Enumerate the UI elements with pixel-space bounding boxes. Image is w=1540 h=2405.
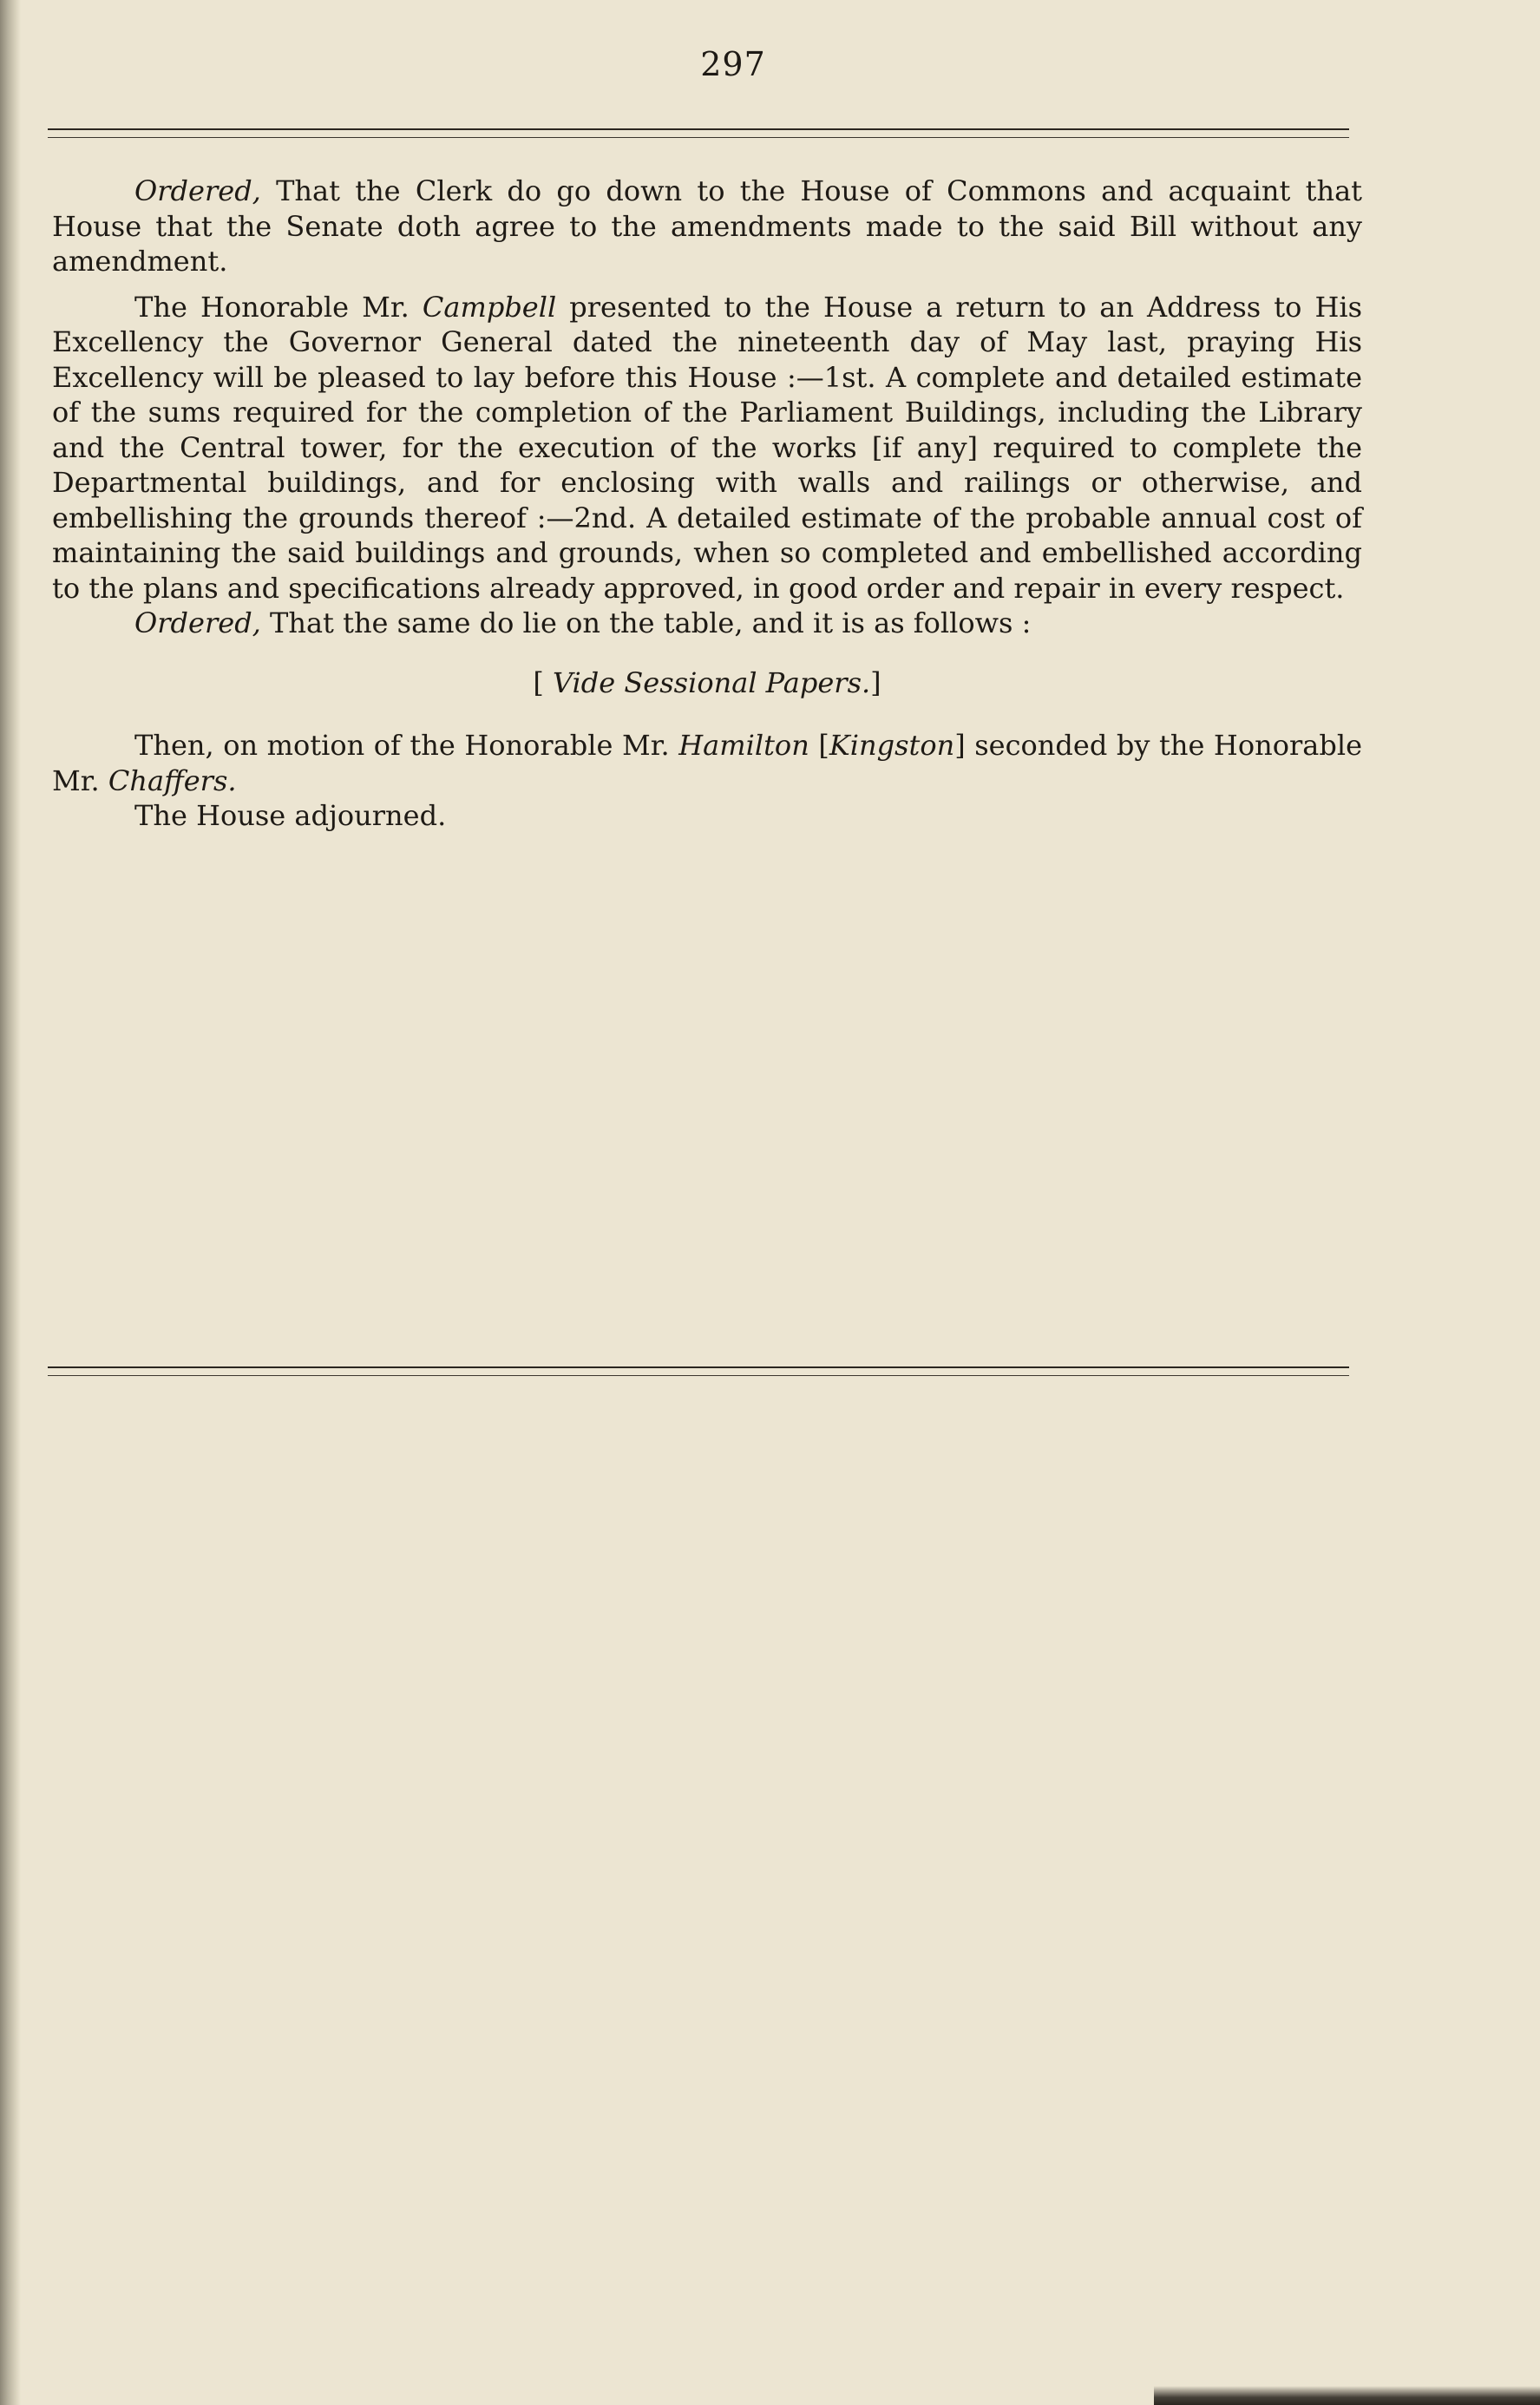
paragraph-text: presented to the House a return to an Address to His Excellency the Governor General dated the nineteenth day of May last, praying His Excellency will be pleased to lay before this House :—1st. A complete and detailed estimate of the sums required for the completion of the Parliament Buildings, including the Library and the Central tower, for the execution of the works [if any] required to complete the Departmental buildings, and for enclosing with walls and railings or otherwise, and embellishing the grounds thereof :—2nd. A detailed estimate of the probable annual cost of maintaining the said buildings and grounds, when so completed and embellished according to the plans and specifications already approved, in good order and repair in every respect.: [52, 290, 1363, 605]
paragraph-ordered-clerk: [52, 174, 1362, 279]
member-name-chaffers: Chaffers.: [108, 763, 237, 797]
page-bottom-shadow: [1154, 2386, 1540, 2405]
member-name: Campbell: [422, 290, 557, 324]
paragraph-ordered-table: [52, 606, 1362, 641]
ordered-label: Ordered,: [134, 174, 261, 207]
paragraph-adjourned: The House adjourned.: [134, 799, 447, 832]
body-text: [52, 174, 1362, 834]
header-rule-top: [48, 128, 1349, 130]
paragraph-text: That the same do lie on the table, and it is as follows :: [260, 606, 1032, 639]
footer-rule-bottom: [48, 1375, 1349, 1376]
vide-reference: Vide Sessional Papers.: [553, 665, 871, 699]
member-name-hamilton: Hamilton: [678, 729, 809, 762]
paragraph-prefix: The Honorable Mr.: [134, 290, 423, 324]
ordered-label: Ordered,: [134, 606, 261, 639]
member-riding-kingston: Kingston: [829, 729, 955, 762]
footer-rule-top: [48, 1366, 1349, 1368]
header-rule-bottom: [48, 137, 1349, 138]
vide-sessional-papers: [ Vide Sessional Papers.]: [533, 665, 881, 699]
paragraph-return-address: [52, 290, 1362, 606]
page-binding-shadow: [0, 0, 21, 2405]
paragraph-text: That the Clerk do go down to the House of Commons and acquaint that House that the Senate doth agree to the amendments made to the said Bill without any amendment.: [52, 174, 1362, 278]
page-number: 297: [700, 45, 766, 83]
paragraph-motion: Then, on motion of the Honorable Mr. Hamilton [Kingston] seconded by the Honorable Mr. Chaffers.: [52, 729, 1362, 797]
